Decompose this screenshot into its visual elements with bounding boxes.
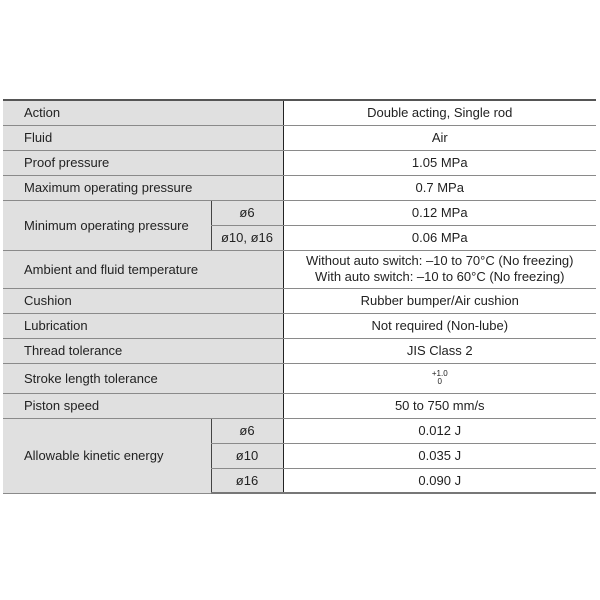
row-label: Stroke length tolerance xyxy=(3,363,283,393)
row-value: JIS Class 2 xyxy=(283,338,596,363)
row-value: 0.06 MPa xyxy=(283,225,596,250)
tolerance-lower: 0 xyxy=(437,377,442,387)
row-value: 0.012 J xyxy=(283,418,596,443)
specifications-table xyxy=(3,99,596,494)
row-label: Allowable kinetic energy xyxy=(3,418,211,493)
table-row xyxy=(3,150,596,175)
tolerance-upper: +1.0 xyxy=(431,369,448,379)
row-label: Lubrication xyxy=(3,313,283,338)
row-label: Ambient and fluid temperature xyxy=(3,250,283,288)
bore-size: ø6 xyxy=(211,200,283,225)
temperature-without-switch: Without auto switch: –10 to 70°C (No freezing) xyxy=(306,253,574,268)
row-label: Action xyxy=(3,100,283,125)
row-value: 0.12 MPa xyxy=(283,200,596,225)
bore-size: ø16 xyxy=(211,468,283,493)
row-label: Piston speed xyxy=(3,393,283,418)
row-value: Double acting, Single rod xyxy=(283,100,596,125)
stroke-tolerance xyxy=(432,370,448,386)
row-value: 1.05 MPa xyxy=(283,150,596,175)
table-row xyxy=(3,100,596,125)
row-value: 50 to 750 mm/s xyxy=(283,393,596,418)
table-row xyxy=(3,125,596,150)
row-label: Thread tolerance xyxy=(3,338,283,363)
table-row xyxy=(3,363,596,393)
row-value xyxy=(283,363,596,393)
row-value: Air xyxy=(283,125,596,150)
bore-size: ø6 xyxy=(211,418,283,443)
table-row xyxy=(3,288,596,313)
row-value: 0.7 MPa xyxy=(283,175,596,200)
row-value xyxy=(283,250,596,288)
row-label: Maximum operating pressure xyxy=(3,175,283,200)
table-row xyxy=(3,338,596,363)
row-value: Rubber bumper/Air cushion xyxy=(283,288,596,313)
table-row xyxy=(3,418,596,443)
row-value: Not required (Non-lube) xyxy=(283,313,596,338)
row-value: 0.090 J xyxy=(283,468,596,493)
table-row xyxy=(3,393,596,418)
row-label: Fluid xyxy=(3,125,283,150)
row-label: Cushion xyxy=(3,288,283,313)
bore-size: ø10, ø16 xyxy=(211,225,283,250)
temperature-with-switch: With auto switch: –10 to 60°C (No freezing) xyxy=(315,269,565,284)
row-label: Minimum operating pressure xyxy=(3,200,211,250)
bore-size: ø10 xyxy=(211,443,283,468)
row-label: Proof pressure xyxy=(3,150,283,175)
table-row xyxy=(3,175,596,200)
table-row xyxy=(3,200,596,225)
row-value: 0.035 J xyxy=(283,443,596,468)
table-row xyxy=(3,250,596,288)
table-row xyxy=(3,313,596,338)
